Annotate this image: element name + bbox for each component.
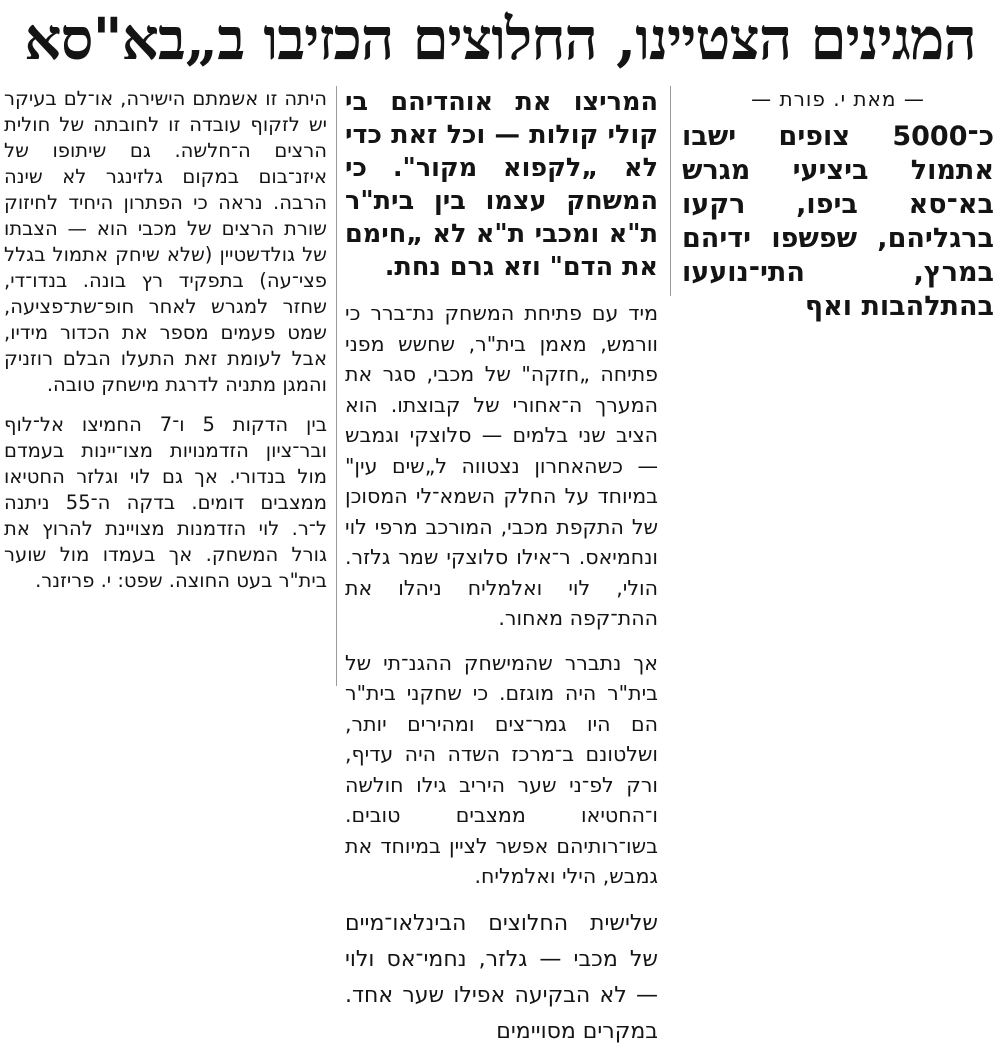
column-divider xyxy=(336,86,337,686)
article-paragraph: בין הדקות 5 ו־7 החמיצו אל־לוף ובר־ציון הזדמנויות מצו־יינות בעמדם מול בנדורי. אך גם לוי וגלזר החטיאו ממצבים דומים. בדקה ה־55 ניתנה ל־ר. לוי הזדמנות מצויינת להרוץ את גורל המשחק. אך בעמדו מול שוער בית"ר בעט החוצה. שפט: י. פריזנר. xyxy=(4,413,327,592)
article-paragraph: היתה זו אשמתם הישירה, או־לם בעיקר יש לזקוף עובדה זו לחובתה של חולית הרצים ה־חלשה. גם שיתופו של איזנ־בום במקום גלזינגר לא שינה הרבה. נראה כי הפתרון היחיד לחיזוק שורת הרצים של מכבי הוא — הצבתו של גולדשטיין (שלא שיחק אתמול בגלל פצי־עה) בתפקיד רץ בונה. בנדו־די, שחזר למגרש לאחר חופ־שת־פציעה, שמט פעמים מספר את הכדור מידיו, אבל לעומת זאת התעלו הבלם רוזניק והמגן מתניה לדרגת מישחק טובה. xyxy=(4,87,327,396)
article-column-left xyxy=(4,86,327,676)
article-paragraph: אך נתברר שהמישחק ההגנ־תי של בית"ר היה מוגזם. כי שחקני בית"ר הם היו גמר־צים ומהירים יותר, ושלטונם ב־מרכז השדה היה עדיף, ורק לפ־ני שער היריב גילו חולשה ו־החטיאו ממצבים טובים. בשו־רותיהם אפשר לציין במיוחד את גמבש, הילי ואלמליח. xyxy=(345,650,658,888)
column-divider xyxy=(670,86,671,296)
article-column-middle xyxy=(345,86,658,1044)
article-paragraph: שלישית החלוצים הבינלאו־מיים של מכבי — גלזר, נחמי־אס ולוי — לא הבקיעה אפילו שער אחד. במקרים מסויימים xyxy=(345,910,658,1044)
article-headline: המגינים הצטיינו, החלוצים הכזיבו ב„בא"סא xyxy=(24,5,976,73)
article-byline: — מאת י. פורת — xyxy=(751,87,925,111)
article-paragraph: המריצו את אוהדיהם בי קולי קולות — וכל זאת כדי לא „לקפוא מקור". כי המשחק עצמו בין בית"ר ת"א ומכבי ת"א לא „חימם את הדם" וזא גרם נחת. xyxy=(345,87,658,282)
article-lead-paragraph: כ־5000 צופים ישבו אתמול ביציעי מגרש בא־סא ביפו, רקעו ברגליהם, שפשפו ידיהם במרץ, התי־נועעו בהתלהבות ואף xyxy=(682,121,994,322)
article-paragraph: מיד עם פתיחת המשחק נת־ברר כי וורמש, מאמן בית"ר, שחשש מפני פתיחה „חזקה" של מכבי, סגר את המערך ה־אחורי של קבוצתו. הוא הציב שני בלמים — סלוצקי וגמבש — כשהאחרון נצטווה ל„שים עין" במיוחד על החלק השמא־לי המסוכן של התקפת מכבי, המורכב מרפי לוי ונחמיאס. ר־אילו סלוצקי שמר גלזר. הולי, לוי ואלמליח ניהלו את ההת־קפה מאחור. xyxy=(345,301,658,630)
article-column-right xyxy=(682,86,994,324)
